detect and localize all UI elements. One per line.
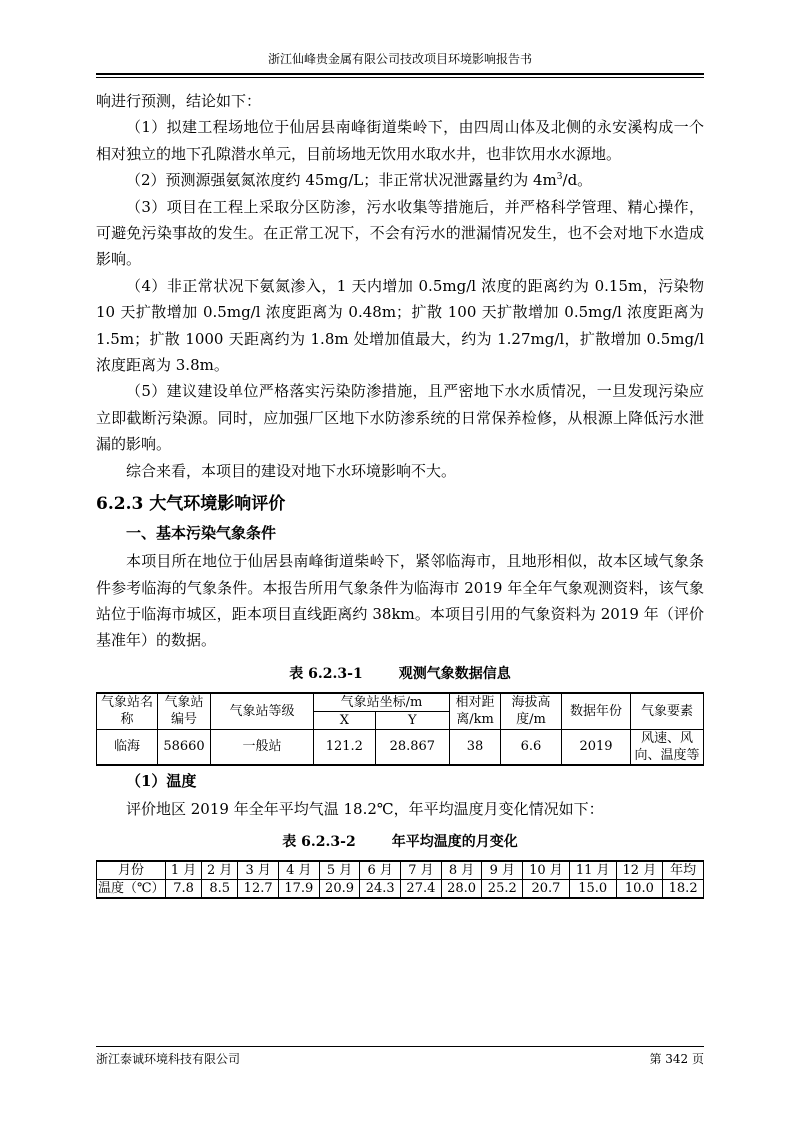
footer-rule <box>96 1046 704 1047</box>
footer-company: 浙江泰诚环境科技有限公司 <box>96 1052 241 1066</box>
paragraph: （3）项目在工程上采取分区防渗，污水收集等措施后，并严格科学管理、精心操作，可避免污染事故的发生。在正常工况下，不会有污水的泄漏情况发生，也不会对地下水造成影响。 <box>96 197 704 269</box>
th-station-level: 气象站等级 <box>211 693 314 730</box>
section-heading: 6.2.3 大气环境影响评价 <box>96 494 286 515</box>
cell-month: 12 月 <box>616 861 663 880</box>
cell-month: 10 月 <box>523 861 570 880</box>
cell-temp: 25.2 <box>482 880 523 899</box>
cell-station-name: 临海 <box>97 729 158 765</box>
paragraph: （5）建议建设单位严格落实污染防渗措施，且严密地下水水质情况，一旦发现污染应立即截断污染源。同时，应加强厂区地下水防渗系统的日常保养检修，从根源上降低污水泄漏的影响。 <box>96 382 704 454</box>
cell-month: 7 月 <box>401 861 442 880</box>
th-station-coord: 气象站坐标/m <box>314 693 450 712</box>
cell-month: 9 月 <box>482 861 523 880</box>
cell-coord-y: 28.867 <box>375 729 449 765</box>
cell-station-level: 一般站 <box>211 729 314 765</box>
table-row-temperatures <box>97 880 704 899</box>
cell-temp: 10.0 <box>616 880 663 899</box>
table-row <box>97 729 704 765</box>
th-altitude: 海拔高度/m <box>501 693 562 730</box>
cell-temp: 27.4 <box>401 880 442 899</box>
paragraph: 响进行预测，结论如下： <box>96 92 262 110</box>
table1-caption: 表 6.2.3-1 观测气象数据信息 <box>289 665 511 682</box>
paragraph-source-strength: （2）预测源强氨氮浓度约 45mg/L；非正常状况泄露量约为 $4m^3/d$。 <box>126 171 593 190</box>
cell-month: 6 月 <box>360 861 401 880</box>
cell-temp: 15.0 <box>569 880 616 899</box>
cell-temp: 18.2 <box>663 880 704 899</box>
met-station-table <box>96 692 704 766</box>
th-coord-x: X <box>314 711 376 729</box>
th-coord-y: Y <box>375 711 449 729</box>
cell-month: 年均 <box>663 861 704 880</box>
footer-page-number: 第 342 页 <box>649 1052 704 1066</box>
th-station-name: 气象站名称 <box>97 693 158 730</box>
cell-month: 8 月 <box>441 861 482 880</box>
cell-coord-x: 121.2 <box>314 729 376 765</box>
cell-temp: 20.7 <box>523 880 570 899</box>
cell-temp: 17.9 <box>279 880 320 899</box>
table-row-months <box>97 861 704 880</box>
cell-temp: 7.8 <box>166 880 202 899</box>
cell-month: 5 月 <box>319 861 360 880</box>
th-station-code: 气象站编号 <box>158 693 211 730</box>
paragraph: （4）非正常状况下氨氮渗入，1 天内增加 0.5mg/l 浓度的距离约为 0.15m，污染物 10 天扩散增加 0.5mg/l 浓度距离为 0.48m；扩散 100 天扩散增加 0.5mg/l 浓度距离为 1.5m；扩散 1000 天距离约为 1.8m 处增加值最大，约为 1.27mg/l，扩散增加 0.5mg/l 浓度距离为 3.8m。 <box>96 276 704 375</box>
cell-month: 2 月 <box>202 861 238 880</box>
th-met-elements: 气象要素 <box>631 693 704 730</box>
paragraph-met-conditions: 本项目所在地位于仙居县南峰街道柴岭下，紧邻临海市，且地形相似，故本区域气象条件参考临海的气象条件。本报告所用气象条件为临海市 2019 年全年气象观测资料，该气象站位于临海市城区，距本项目直线距离约 38km。本项目引用的气象资料为 2019 年（评价基准年）的数据。 <box>96 552 704 650</box>
cell-data-year: 2019 <box>562 729 631 765</box>
cell-station-code: 58660 <box>158 729 211 765</box>
paragraph-summary: 综合来看，本项目的建设对地下水环境影响不大。 <box>126 461 457 480</box>
th-data-year: 数据年份 <box>562 693 631 730</box>
cell-temp: 20.9 <box>319 880 360 899</box>
page-body <box>96 88 704 899</box>
cell-temp: 28.0 <box>441 880 482 899</box>
subsection-heading: 一、基本污染气象条件 <box>126 524 277 543</box>
cell-met-elements: 风速、风向、温度等 <box>631 729 704 765</box>
paragraph: （1）拟建工程场地位于仙居县南峰街道柴岭下，由四周山体及北侧的永安溪构成一个相对独立的地下孔隙潜水单元，目前场地无饮用水取水井，也非饮用水水源地。 <box>96 118 704 163</box>
cell-month: 4 月 <box>279 861 320 880</box>
monthly-temperature-table <box>96 860 704 899</box>
cell-temp: 24.3 <box>360 880 401 899</box>
header-rule-thick <box>96 73 704 75</box>
cell-temp: 12.7 <box>238 880 279 899</box>
cell-month: 1 月 <box>166 861 202 880</box>
page-header-title: 浙江仙峰贵金属有限公司技改项目环境影响报告书 <box>267 52 532 66</box>
cell-distance: 38 <box>450 729 501 765</box>
cell-altitude: 6.6 <box>501 729 562 765</box>
paragraph-temperature: 评价地区 2019 年全年平均气温 18.2℃，年平均温度月变化情况如下： <box>126 799 604 818</box>
cell-temp: 8.5 <box>202 880 238 899</box>
th-distance: 相对距离/km <box>450 693 501 730</box>
row-label-temperature: 温度（℃） <box>98 881 165 897</box>
header-rule-thin <box>96 77 704 78</box>
table2-caption: 表 6.2.3-2 年平均温度的月变化 <box>282 834 518 851</box>
row-label-month: 月份 <box>97 861 166 880</box>
cell-month: 11 月 <box>569 861 616 880</box>
temperature-heading: （1）温度 <box>126 771 197 790</box>
cell-month: 3 月 <box>238 861 279 880</box>
